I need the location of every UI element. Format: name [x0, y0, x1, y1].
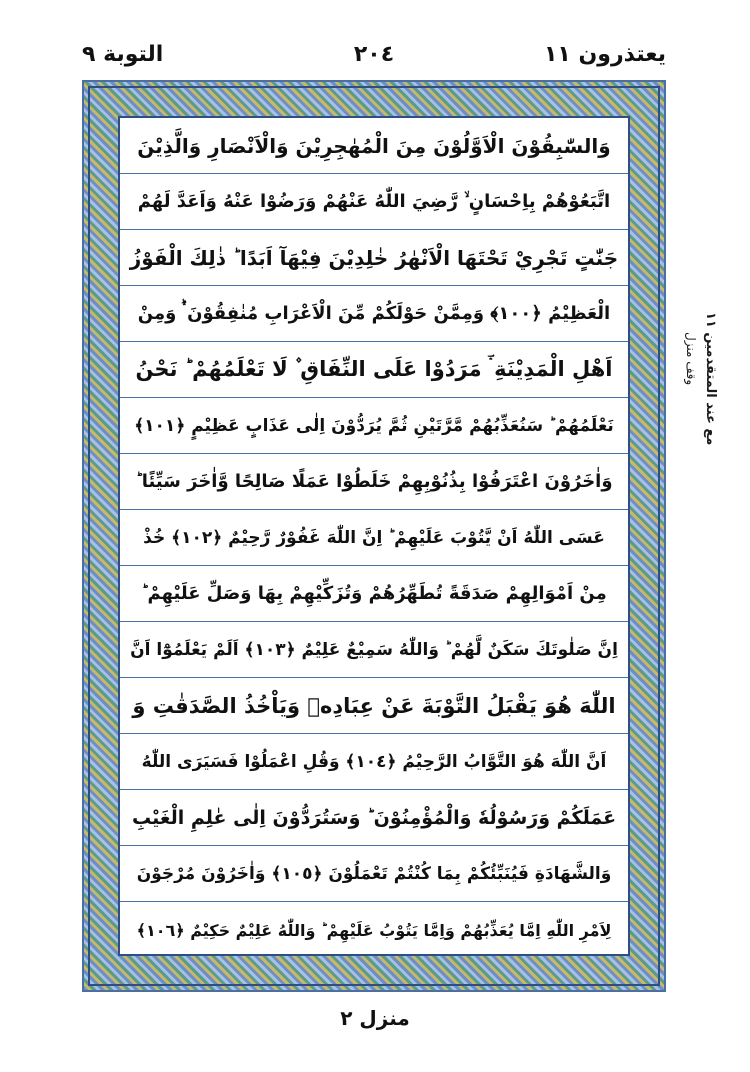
surah-title: التوبة ٩	[82, 42, 164, 67]
line-text: عَمَلَكُمْ وَرَسُوْلُهٗ وَالْمُؤْمِنُوْنَ ؕ وَسَتُرَدُّوْنَ اِلٰى عٰلِمِ الْغَيْبِ	[131, 806, 617, 829]
line-text: اَنَّ اللّٰهَ هُوَ التَّوَّابُ الرَّحِيْمُ ﴿١٠٤﴾ وَقُلِ اعْمَلُوْا فَسَيَرَى اللّٰهُ	[141, 752, 607, 772]
text-line-8	[120, 510, 628, 566]
text-line-14	[120, 846, 628, 902]
text-line-13	[120, 790, 628, 846]
line-text: لِاَمْرِ اللّٰهِ اِمَّا يُعَذِّبُهُمْ وَاِمَّا يَتُوْبُ عَلَيْهِمْ ؕ وَاللّٰهُ عَلِيْمٌ حَكِيْمٌ ﴿١٠٦﴾	[136, 920, 612, 940]
text-line-7	[120, 454, 628, 510]
line-text: جَنّٰتٍ تَجْرِيْ تَحْتَهَا الْاَنْهٰرُ خٰلِدِيْنَ فِيْهَآ اَبَدًا ؕ ذٰلِكَ الْفَوْزُ	[129, 245, 619, 270]
line-text: اَهْلِ الْمَدِيْنَةِ ۛؔ مَرَدُوْا عَلَى النِّفَاقِ ۫ لَا تَعْلَمُهُمْ ؕ نَحْنُ	[135, 357, 613, 381]
text-line-15	[120, 902, 628, 958]
quran-text-panel	[118, 116, 630, 956]
juz-title: يعتذرون ١١	[543, 42, 666, 67]
page-number: ٢٠٤	[353, 42, 395, 67]
text-line-3	[120, 230, 628, 286]
text-line-11	[120, 678, 628, 734]
line-text: اللّٰهَ هُوَ يَقْبَلُ التَّوْبَةَ عَنْ عِبَادِهٖ وَيَاْخُذُ الصَّدَقٰتِ وَ	[132, 693, 616, 718]
text-line-6	[120, 398, 628, 454]
line-text: الْعَظِيْمُ ﴿١٠٠﴾ وَمِمَّنْ حَوْلَكُمْ مِّنَ الْاَعْرَابِ مُنٰفِقُوْنَ ۛؕ وَمِنْ	[137, 303, 611, 324]
margin-note	[676, 312, 738, 472]
line-text: وَالشَّهَادَةِ فَيُنَبِّئُكُمْ بِمَا كُنْتُمْ تَعْمَلُوْنَ ﴿١٠٥﴾ وَاٰخَرُوْنَ مُرْجَوْنَ	[136, 864, 612, 884]
line-text: وَالسّٰبِقُوْنَ الْاَوَّلُوْنَ مِنَ الْمُهٰجِرِيْنَ وَالْاَنْصَارِ وَالَّذِيْنَ	[137, 133, 611, 158]
text-line-12	[120, 734, 628, 790]
text-line-9	[120, 566, 628, 622]
line-text: مِنْ اَمْوَالِهِمْ صَدَقَةً تُطَهِّرُهُمْ وَتُزَكِّيْهِمْ بِهَا وَصَلِّ عَلَيْهِمْ ؕ	[141, 583, 607, 604]
margin-note-line-2: وقف منزل	[684, 332, 698, 386]
text-line-5	[120, 342, 628, 398]
line-text: اتَّبَعُوْهُمْ بِاِحْسَانٍ ۙ رَّضِيَ اللّٰهُ عَنْهُمْ وَرَضُوْا عَنْهُ وَاَعَدَّ لَهُمْ	[137, 191, 611, 212]
margin-note-line-1: مع عند المتقدمين ١١	[703, 312, 718, 446]
manzil-footer: منزل ٢	[340, 1006, 410, 1030]
text-line-10	[120, 622, 628, 678]
page-header	[82, 40, 666, 76]
text-line-4	[120, 286, 628, 342]
line-text: وَاٰخَرُوْنَ اعْتَرَفُوْا بِذُنُوْبِهِمْ خَلَطُوْا عَمَلًا صَالِحًا وَّاٰخَرَ سَيِّئًا ؕ	[135, 471, 613, 492]
text-line-2	[120, 174, 628, 230]
text-line-1	[120, 118, 628, 174]
line-text: اِنَّ صَلٰوتَكَ سَكَنٌ لَّهُمْ ؕ وَاللّٰهُ سَمِيْعٌ عَلِيْمٌ ﴿١٠٣﴾ اَلَمْ يَعْلَمُوْٓا اَنَّ	[130, 640, 618, 660]
ornamental-border	[82, 80, 666, 992]
line-text: عَسَى اللّٰهُ اَنْ يَّتُوْبَ عَلَيْهِمْ ؕ اِنَّ اللّٰهَ غَفُوْرٌ رَّحِيْمٌ ﴿١٠٢﴾ خُذْ	[143, 528, 605, 548]
line-text: نَعْلَمُهُمْ ؕ سَنُعَذِّبُهُمْ مَّرَّتَيْنِ ثُمَّ يُرَدُّوْنَ اِلٰى عَذَابٍ عَظِيْمٍ ﴿١٠١﴾	[134, 416, 614, 436]
